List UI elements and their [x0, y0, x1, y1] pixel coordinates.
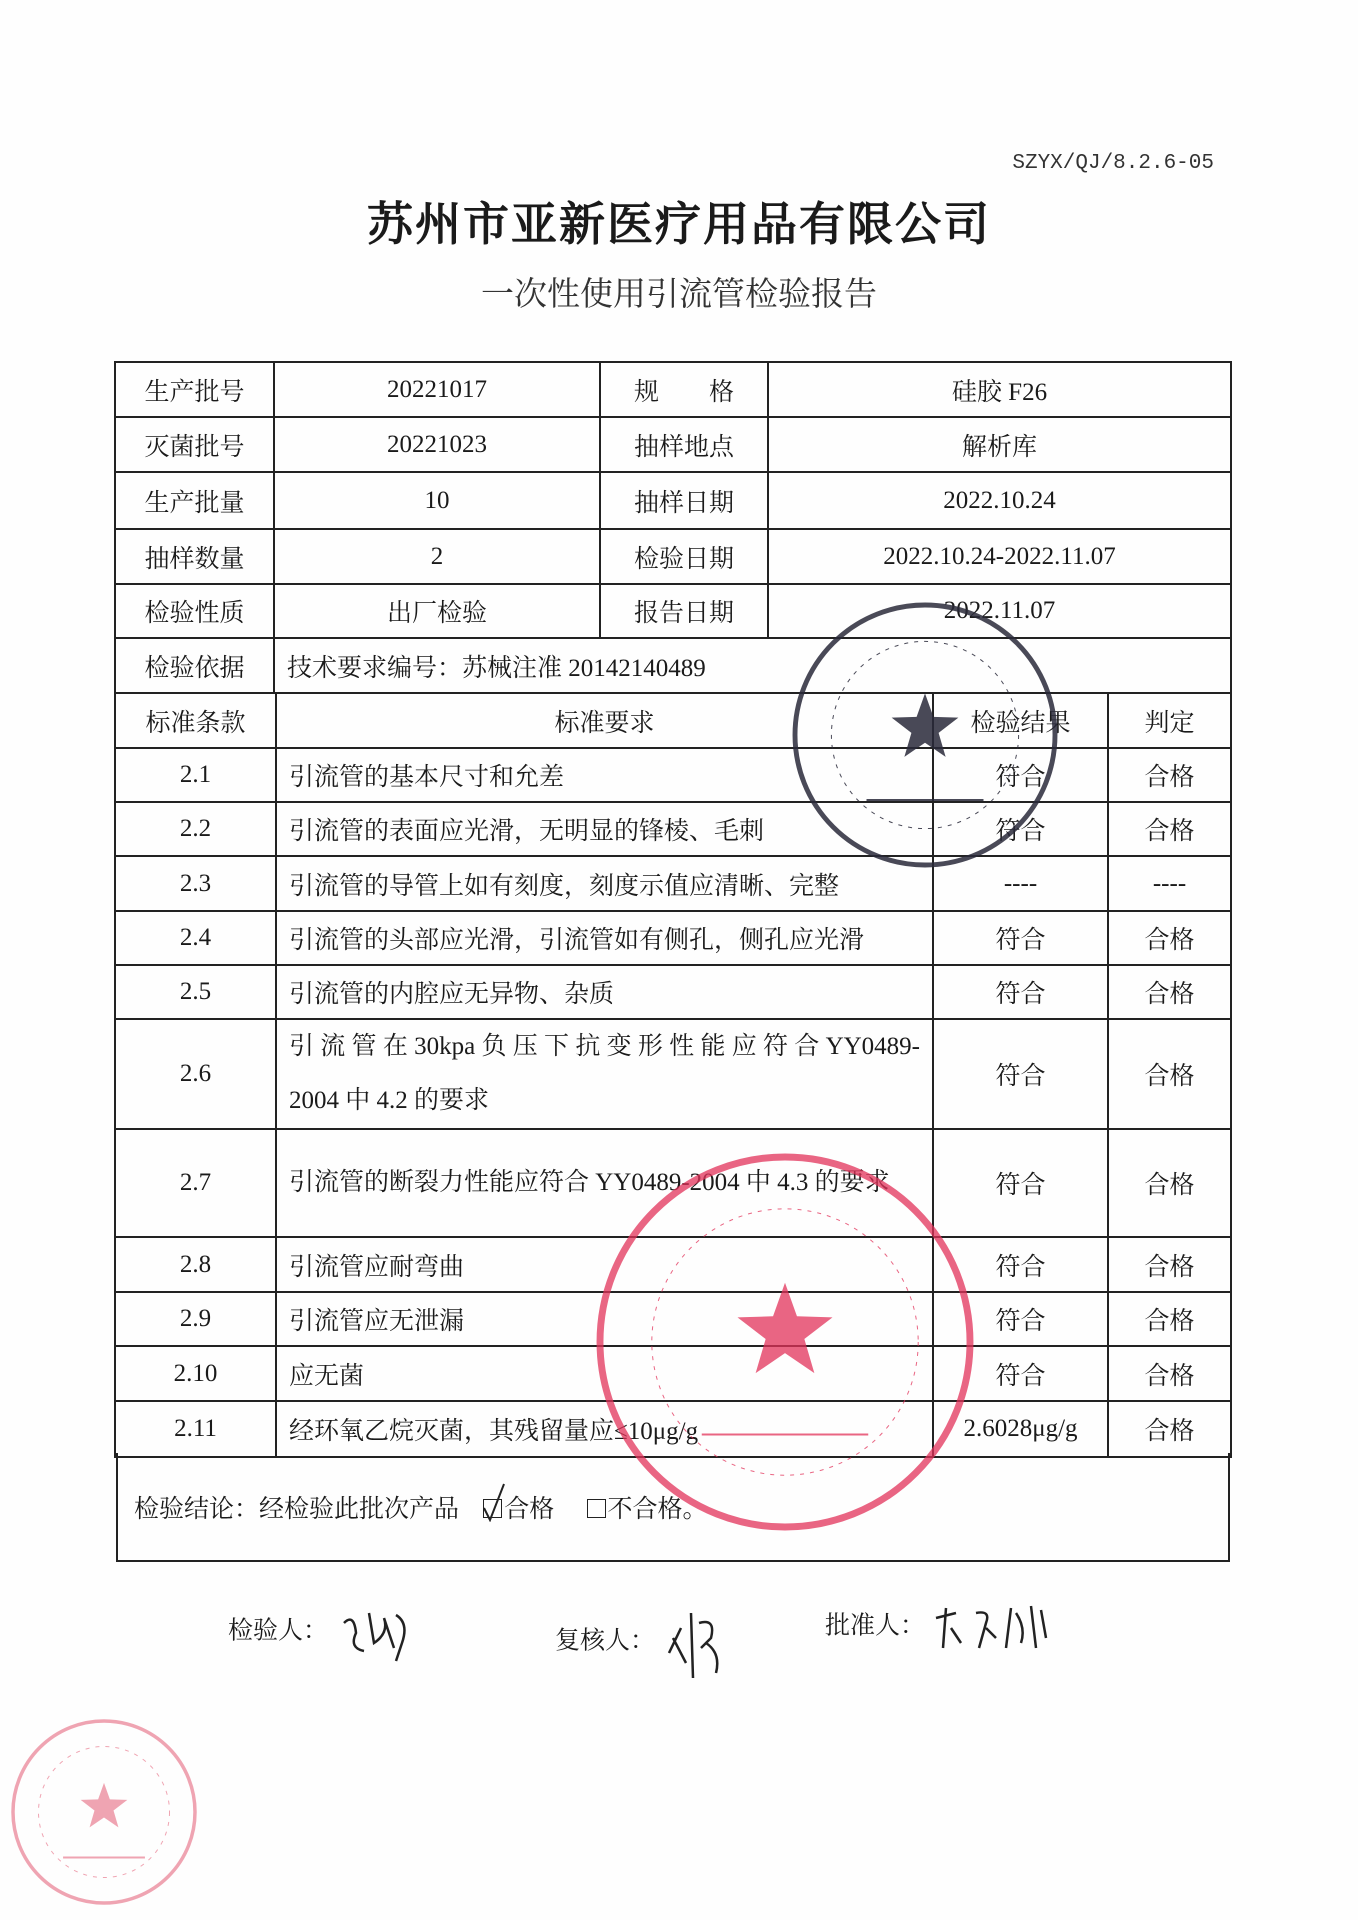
pass-label: 合格 — [504, 1496, 555, 1523]
handwritten-signature — [931, 1598, 1061, 1658]
verdict: 合格 — [1108, 802, 1231, 856]
clause-number: 2.6 — [115, 1019, 276, 1129]
column-header: 标准要求 — [276, 693, 933, 748]
clause-requirement: 引 流 管 在 30kpa 负 压 下 抗 变 形 性 能 应 符 合 YY0489-2004 中 4.2 的要求 — [276, 1019, 933, 1129]
reviewer-label: 复核人： — [555, 1627, 656, 1655]
clause-number: 2.11 — [115, 1401, 276, 1457]
info-label: 抽样日期 — [600, 472, 768, 529]
star-icon — [81, 1783, 128, 1827]
info-label: 报告日期 — [600, 584, 768, 638]
info-value: 20221023 — [274, 417, 600, 472]
conclusion-box — [116, 1453, 1230, 1562]
info-label: 抽样数量 — [115, 529, 274, 584]
document-code: SZYX/QJ/8.2.6-05 — [1012, 152, 1214, 175]
table-row — [115, 1129, 1231, 1237]
inspection-result: 2.6028μg/g — [933, 1401, 1108, 1457]
inspection-result: 符合 — [933, 911, 1108, 965]
pass-checkbox[interactable] — [483, 1499, 502, 1518]
clause-number: 2.3 — [115, 856, 276, 911]
clause-requirement: 引流管应无泄漏 — [276, 1292, 933, 1346]
info-row — [115, 362, 1231, 417]
clause-requirement: 引流管应耐弯曲 — [276, 1237, 933, 1292]
conclusion-line — [134, 1489, 708, 1525]
info-value: 技术要求编号：苏械注准 20142140489 — [274, 638, 1231, 693]
info-value: 2022.11.07 — [768, 584, 1231, 638]
reviewer-signature — [555, 1603, 741, 1683]
table-row — [115, 1292, 1231, 1346]
info-label: 检验性质 — [115, 584, 274, 638]
verdict: 合格 — [1108, 1292, 1231, 1346]
inspector-label: 检验人： — [228, 1617, 329, 1645]
clause-requirement: 引流管的断裂力性能应符合 YY0489-2004 中 4.3 的要求 — [276, 1129, 933, 1237]
info-value: 解析库 — [768, 417, 1231, 472]
clause-requirement: 引流管的基本尺寸和允差 — [276, 748, 933, 802]
clause-requirement: 经环氧乙烷灭菌，其残留量应≤10μg/g — [276, 1401, 933, 1457]
inspection-result: 符合 — [933, 1292, 1108, 1346]
info-label: 规 格 — [600, 362, 768, 417]
info-value: 出厂检验 — [274, 584, 600, 638]
column-header: 检验结果 — [933, 693, 1108, 748]
table-row — [115, 1237, 1231, 1292]
clause-number: 2.2 — [115, 802, 276, 856]
verdict: ---- — [1108, 856, 1231, 911]
verdict: 合格 — [1108, 1129, 1231, 1237]
inspection-result: 符合 — [933, 1346, 1108, 1401]
clause-number: 2.10 — [115, 1346, 276, 1401]
seal-ring — [13, 1721, 195, 1903]
clause-requirement: 引流管的表面应光滑，无明显的锋棱、毛刺 — [276, 802, 933, 856]
table-row — [115, 802, 1231, 856]
clause-requirement: 引流管的导管上如有刻度，刻度示值应清晰、完整 — [276, 856, 933, 911]
quality-seal-stamp — [8, 1716, 200, 1908]
inspection-result: 符合 — [933, 1019, 1108, 1129]
table-row — [115, 1401, 1231, 1457]
verdict: 合格 — [1108, 1019, 1231, 1129]
company-name: 苏州市亚新医疗用品有限公司 — [367, 197, 991, 251]
info-label: 检验日期 — [600, 529, 768, 584]
info-value: 20221017 — [274, 362, 600, 417]
table-row — [115, 1346, 1231, 1401]
info-value: 10 — [274, 472, 600, 529]
info-row — [115, 529, 1231, 584]
batch-info-table — [114, 361, 1232, 694]
info-row — [115, 638, 1231, 693]
info-label: 生产批量 — [115, 472, 274, 529]
column-header: 标准条款 — [115, 693, 276, 748]
info-row — [115, 417, 1231, 472]
verdict: 合格 — [1108, 748, 1231, 802]
inspection-result: 符合 — [933, 748, 1108, 802]
clause-requirement: 引流管的内腔应无异物、杂质 — [276, 965, 933, 1019]
verdict: 合格 — [1108, 965, 1231, 1019]
info-label: 灭菌批号 — [115, 417, 274, 472]
verdict: 合格 — [1108, 1237, 1231, 1292]
info-row — [115, 584, 1231, 638]
inspection-result: 符合 — [933, 1129, 1108, 1237]
conclusion-label: 检验结论：经检验此批次产品 — [134, 1496, 460, 1523]
clause-number: 2.4 — [115, 911, 276, 965]
approver-signature — [825, 1598, 1061, 1658]
seal-inner-ring — [38, 1746, 169, 1877]
clause-requirement: 应无菌 — [276, 1346, 933, 1401]
info-value: 硅胶 F26 — [768, 362, 1231, 417]
table-row — [115, 911, 1231, 965]
clauses-table — [114, 692, 1232, 1458]
table-row — [115, 856, 1231, 911]
clause-number: 2.8 — [115, 1237, 276, 1292]
verdict: 合格 — [1108, 911, 1231, 965]
verdict: 合格 — [1108, 1346, 1231, 1401]
clause-number: 2.1 — [115, 748, 276, 802]
inspection-result: ---- — [933, 856, 1108, 911]
inspector-signature — [228, 1603, 424, 1663]
handwritten-signature — [334, 1603, 424, 1663]
info-label: 检验依据 — [115, 638, 274, 693]
info-value: 2022.10.24-2022.11.07 — [768, 529, 1231, 584]
table-header-row — [115, 693, 1231, 748]
handwritten-signature — [661, 1603, 741, 1683]
inspection-result: 符合 — [933, 965, 1108, 1019]
inspection-result: 符合 — [933, 802, 1108, 856]
info-label: 生产批号 — [115, 362, 274, 417]
approver-label: 批准人： — [825, 1612, 926, 1640]
table-row — [115, 1019, 1231, 1129]
fail-label: 不合格。 — [607, 1496, 708, 1523]
clause-number: 2.5 — [115, 965, 276, 1019]
fail-checkbox[interactable] — [587, 1499, 606, 1518]
report-title: 一次性使用引流管检验报告 — [481, 274, 877, 313]
checkmark-icon — [482, 1482, 506, 1522]
clause-number: 2.9 — [115, 1292, 276, 1346]
info-value: 2 — [274, 529, 600, 584]
table-row — [115, 748, 1231, 802]
verdict: 合格 — [1108, 1401, 1231, 1457]
info-value: 2022.10.24 — [768, 472, 1231, 529]
clause-number: 2.7 — [115, 1129, 276, 1237]
inspection-result: 符合 — [933, 1237, 1108, 1292]
table-row — [115, 965, 1231, 1019]
info-row — [115, 472, 1231, 529]
info-label: 抽样地点 — [600, 417, 768, 472]
clause-requirement: 引流管的头部应光滑，引流管如有侧孔，侧孔应光滑 — [276, 911, 933, 965]
column-header: 判定 — [1108, 693, 1231, 748]
